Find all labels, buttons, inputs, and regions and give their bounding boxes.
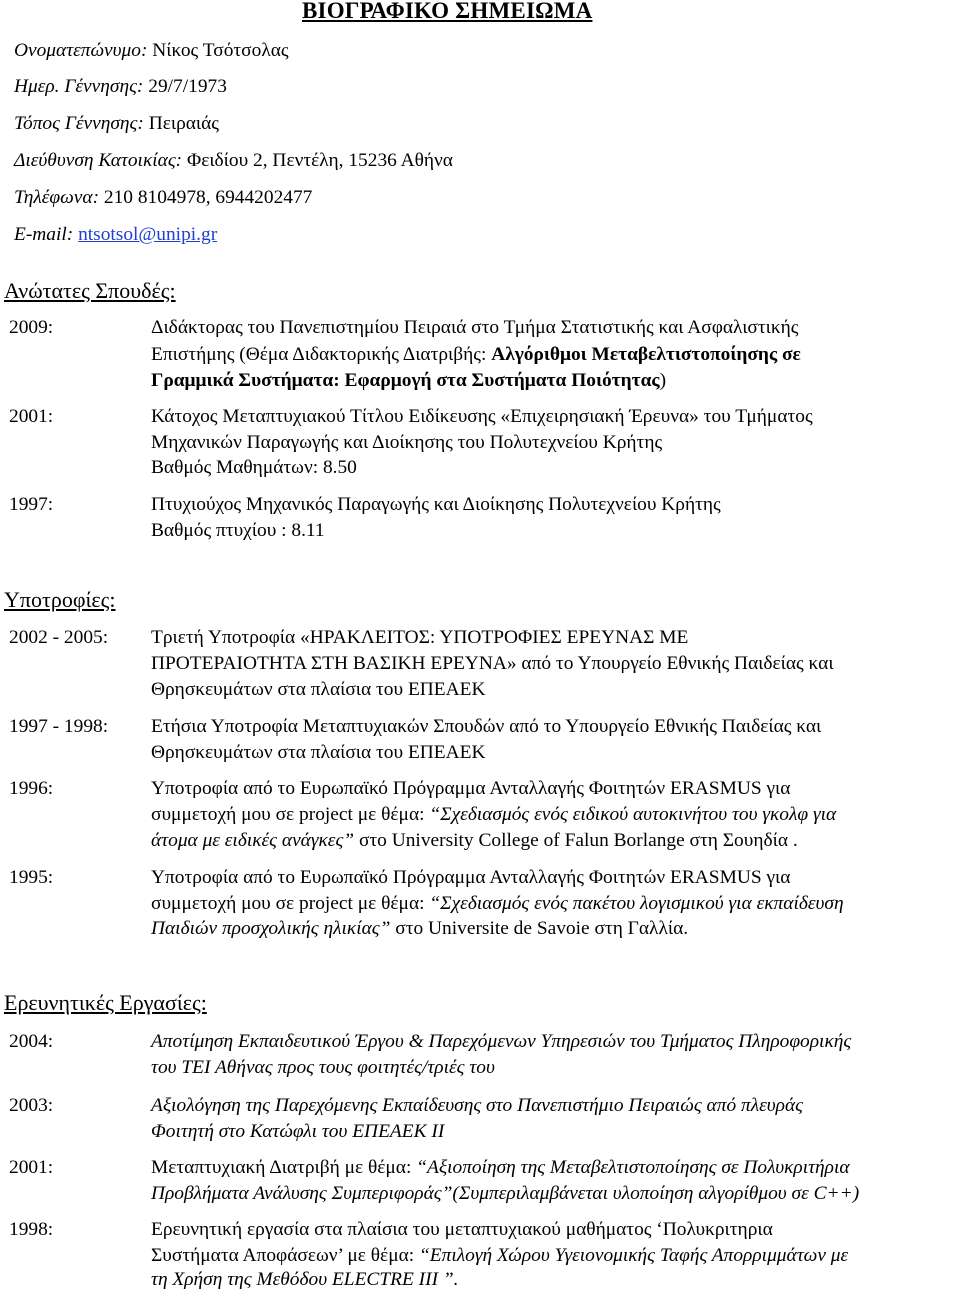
research-2001-line1-text: Μεταπτυχιακή Διατριβή με θέμα: [151, 1157, 417, 1178]
document-title: ΒΙΟΓΡΑΦΙΚΟ ΣΗΜΕΙΩΜΑ [302, 0, 593, 23]
scholarship-1995-line1: Υποτροφία από το Ευρωπαϊκό Πρόγραμμα Ανταλλαγής Φοιτητών ERASMUS για [151, 867, 791, 888]
research-2003-line1: Αξιολόγηση της Παρεχόμενης Εκπαίδευσης στο Πανεπιστήμιο Πειραιώς από πλευράς [151, 1095, 803, 1116]
phones-label: Τηλέφωνα: [14, 187, 100, 208]
birthdate-value: 29/7/1973 [148, 76, 227, 97]
research-heading: Ερευνητικές Εργασίες: [4, 990, 207, 1015]
scholarship-2002-line2: ΠΡΟΤΕΡΑΙΟΤΗΤΑ ΣΤΗ ΒΑΣΙΚΗ ΕΡΕΥΝΑ» από το Υπουργείο Εθνικής Παιδείας και [151, 653, 834, 674]
education-1997-line1: Πτυχιούχος Μηχανικός Παραγωγής και Διοίκησης Πολυτεχνείου Κρήτης [151, 494, 721, 515]
scholarship-date-2002: 2002 - 2005: [9, 627, 109, 648]
address-label: Διεύθυνση Κατοικίας: [14, 150, 183, 171]
research-1998-line1: Ερευνητική εργασία στα πλαίσια του μεταπτυχιακού μαθήματος ‘Πολυκριτηρια [151, 1219, 773, 1240]
education-2001-line1: Κάτοχος Μεταπτυχιακού Τίτλου Ειδίκευσης «Επιχειρησιακή Έρευνα» του Τμήματος [151, 406, 813, 427]
project-title-1996-part1: “Σχεδιασμός ενός ειδικού αυτοκινήτου του γκολφ για [429, 804, 837, 825]
research-2003-line2: Φοιτητή στο Κατώφλι του ΕΠΕΑΕΚ ΙΙ [151, 1121, 445, 1142]
email-link[interactable]: ntsotsol@unipi.gr [78, 224, 218, 245]
scholarship-1997-line2: Θρησκευμάτων στα πλαίσια του ΕΠΕΑΕΚ [151, 742, 486, 763]
scholarship-1996-line3 [151, 830, 798, 852]
address-line [14, 150, 453, 172]
phones-value: 210 8104978, 6944202477 [103, 187, 313, 208]
thesis-title-part2: Γραμμικά Συστήματα: Εφαρμογή στα Συστήματα Ποιότητας [151, 370, 660, 391]
scholarship-date-1996: 1996: [9, 778, 54, 799]
research-2004-line1: Αποτίμηση Εκπαιδευτικού Έργου & Παρεχόμενων Υπηρεσιών του Τμήματος Πληροφορικής [151, 1031, 852, 1052]
scholarship-1995-line2 [151, 893, 844, 915]
education-date-1997: 1997: [9, 494, 54, 515]
scholarship-1996-line2-text: συμμετοχή μου σε project με θέμα: [151, 804, 430, 825]
birthplace-label: Τόπος Γέννησης: [14, 113, 144, 134]
education-2009-line3 [151, 370, 666, 392]
education-heading: Ανώτατες Σπουδές: [4, 278, 176, 303]
scholarship-1995-line2-text: συμμετοχή μου σε project με θέμα: [151, 893, 430, 914]
project-title-1995-part1: “Σχεδιασμός ενός πακέτου λογισμικού για εκπαίδευση [429, 893, 844, 914]
research-date-2003: 2003: [9, 1095, 54, 1116]
name-label: Ονοματεπώνυμο: [14, 40, 148, 61]
birthdate-label: Ημερ. Γέννησης: [14, 76, 144, 97]
research-date-2004: 2004: [9, 1031, 54, 1052]
education-2009-line1: Διδάκτορας του Πανεπιστημίου Πειραιά στο Τμήμα Στατιστικής και Ασφαλιστικής [151, 317, 799, 338]
education-2009-line3-end: ) [659, 370, 667, 391]
birthplace-value: Πειραιάς [148, 113, 219, 134]
research-1998-title-part1: “Επιλογή Χώρου Υγειονομικής Ταφής Απορριμμάτων με [419, 1245, 849, 1266]
scholarship-2002-line1: Τριετή Υποτροφία «ΗΡΑΚΛΕΙΤΟΣ: ΥΠΟΤΡΟΦΙΕΣ ΕΡΕΥΝΑΣ ΜΕ [151, 627, 689, 648]
scholarship-1995-line3-text: στο Universite de Savoie στη Γαλλία. [390, 918, 689, 939]
scholarship-1996-line3-text: στο University College of Falun Borlange στη Σουηδία . [354, 830, 798, 851]
name-line [14, 40, 289, 62]
education-2009-line2-text: Επιστήμης (Θέμα Διδακτορικής Διατριβής: [151, 344, 492, 365]
thesis-2001-title-part1: “Αξιοποίηση της Μεταβελτιστοποίησης σε Πολυκριτήρια [416, 1157, 850, 1178]
project-title-1996-part2: άτομα με ειδικές ανάγκες” [151, 830, 355, 851]
education-date-2009: 2009: [9, 317, 54, 338]
project-title-1995-part2: Παιδιών προσχολικής ηλικίας” [151, 918, 391, 939]
research-2001-line1 [151, 1157, 850, 1179]
scholarships-heading: Υποτροφίες: [4, 587, 116, 612]
research-1998-line2 [151, 1245, 848, 1267]
scholarship-1996-line1: Υποτροφία από το Ευρωπαϊκό Πρόγραμμα Ανταλλαγής Φοιτητών ERASMUS για [151, 778, 791, 799]
research-1998-line3: τη Χρήση της Μεθόδου ELECTRE III ”. [151, 1269, 459, 1290]
research-date-2001: 2001: [9, 1157, 54, 1178]
scholarship-1995-line3 [151, 918, 688, 940]
birthdate-line [14, 76, 227, 98]
education-1997-line2: Βαθμός πτυχίου : 8.11 [151, 520, 325, 541]
education-2009-line2 [151, 344, 801, 366]
address-value: Φειδίου 2, Πεντέλη, 15236 Αθήνα [187, 150, 453, 171]
scholarship-2002-line3: Θρησκευμάτων στα πλαίσια του ΕΠΕΑΕΚ [151, 679, 486, 700]
email-label: E-mail: [14, 224, 74, 245]
phones-line [14, 187, 312, 209]
education-date-2001: 2001: [9, 406, 54, 427]
birthplace-line [14, 113, 219, 135]
email-line [14, 224, 217, 246]
name-value: Νίκος Τσότσολας [152, 40, 289, 61]
scholarship-date-1997: 1997 - 1998: [9, 716, 109, 737]
research-date-1998: 1998: [9, 1219, 54, 1240]
scholarship-date-1995: 1995: [9, 867, 54, 888]
scholarship-1997-line1: Ετήσια Υποτροφία Μεταπτυχιακών Σπουδών από το Υπουργείο Εθνικής Παιδείας και [151, 716, 822, 737]
education-2001-line2: Μηχανικών Παραγωγής και Διοίκησης του Πολυτεχνείου Κρήτης [151, 432, 663, 453]
research-2001-line2: Προβλήματα Ανάλυσης Συμπεριφοράς”(Συμπεριλαμβάνεται υλοποίηση αλγορίθμου σε C++) [151, 1183, 860, 1204]
thesis-title-part1: Αλγόριθμοι Μεταβελτιστοποίησης σε [491, 344, 801, 365]
education-2001-line3: Βαθμός Μαθημάτων: 8.50 [151, 457, 357, 478]
scholarship-1996-line2 [151, 804, 836, 826]
research-2004-line2: του ΤΕΙ Αθήνας προς τους φοιτητές/τριές του [151, 1057, 495, 1078]
research-1998-line2-text: Συστήματα Αποφάσεων’ με θέμα: [151, 1245, 419, 1266]
